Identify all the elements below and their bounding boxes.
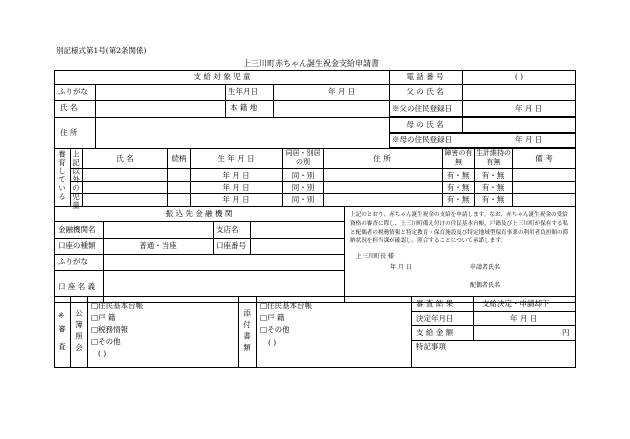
declaration-text: 上記のとおり、赤ちゃん誕生祝金の支給を申請します。なお、赤ちゃん誕生祝金の受給資格の審査に際し、上三川町備え付けの住民基本台帳、戸籍及び上三川町が保有する私と配偶者の税務情報と特定教育・保育施設及び特定地域型保育事業の利用者負担額の滞納状況を担当課が確認し、照合することについて承諾します。	[350, 212, 569, 245]
siblings-col-disability: 障害の有無	[444, 149, 473, 166]
public-item-family-register[interactable]: □戸 籍	[91, 313, 116, 322]
special-notes-label: 特記事項	[416, 342, 446, 351]
siblings-col-support: 生計維持の有無	[476, 149, 511, 166]
siblings-col-birthdate: 生 年 月 日	[217, 154, 255, 163]
father-name-label: 父 の 氏 名	[406, 87, 444, 96]
attach-item-resident[interactable]: □住民基本台帳	[260, 301, 313, 310]
attach-item-other[interactable]: □その他	[260, 325, 290, 334]
account-number-label: 口座番号	[216, 241, 246, 250]
bank-name-field[interactable]	[104, 222, 212, 237]
attachments-label: 添付書類	[242, 309, 252, 355]
sibling-cohabit[interactable]: 同・別	[291, 195, 315, 204]
father-registration-label: ※父の住民登録日	[392, 104, 452, 113]
bank-name-label: 金融機関名	[58, 225, 96, 234]
sibling-cohabit[interactable]: 同・別	[291, 183, 315, 192]
child-birthdate-label: 生年月日	[228, 87, 258, 96]
siblings-side-label-b: 上記以外の児童	[71, 150, 81, 210]
office-mark: ※	[58, 311, 65, 320]
public-item-tax[interactable]: □税務情報	[91, 325, 129, 334]
public-item-other[interactable]: □その他	[91, 337, 121, 346]
mother-name-label: 母 の 氏 名	[406, 120, 444, 129]
declaration-addressee: 上三川町長 様	[356, 253, 394, 260]
public-item-resident[interactable]: □住民基本台帳	[91, 301, 144, 310]
branch-label: 支店名	[216, 225, 239, 234]
spouse-name-field[interactable]	[508, 280, 572, 290]
attach-other-paren[interactable]: ( )	[268, 338, 277, 347]
subject-child-header: 支 給 対 象 児 童	[193, 72, 251, 81]
sibling-support[interactable]: 有・無	[481, 195, 505, 204]
declaration-date[interactable]: 年 月 日	[390, 264, 412, 271]
mother-registration-label: ※母の住民登録日	[392, 135, 452, 144]
account-type-value[interactable]: 普通・当座	[139, 241, 177, 250]
sibling-cohabit[interactable]: 同・別	[291, 171, 315, 180]
mother-name-field[interactable]	[463, 118, 575, 132]
amount-unit: 円	[562, 328, 570, 337]
amount-label: 支 給 金 額	[416, 328, 454, 337]
sibling-support[interactable]: 有・無	[481, 171, 505, 180]
spouse-name-label: 配偶者氏名	[470, 282, 501, 289]
phone-parens: ( )	[514, 72, 524, 81]
special-notes-field[interactable]	[412, 352, 575, 367]
public-records-label: 公簿照会	[74, 309, 84, 355]
siblings-col-cohabit: 同居・別居の別	[285, 149, 321, 166]
applicant-name-field[interactable]	[508, 262, 572, 272]
applicant-name-label: 申請者氏名	[470, 264, 501, 271]
public-other-paren[interactable]: ( )	[98, 349, 107, 358]
account-number-field[interactable]	[251, 239, 343, 253]
siblings-col-remarks: 備 考	[535, 154, 553, 163]
sibling-birthdate[interactable]: 年 月 日	[222, 183, 250, 192]
decision-date-value[interactable]: 年 月 日	[510, 314, 538, 323]
form-title: 上三川町赤ちゃん誕生祝金支給申請書	[243, 59, 379, 68]
child-address-label: 住 所	[60, 128, 78, 137]
child-domicile-label: 本 籍 地	[230, 103, 258, 112]
mother-registration-date[interactable]: 年 月 日	[515, 135, 543, 144]
account-holder-label: 口 座 名 義	[58, 282, 96, 291]
sibling-disability[interactable]: 有・無	[446, 171, 470, 180]
bank-section-title: 振 込 先 金 融 機 関	[165, 209, 233, 218]
sibling-birthdate[interactable]: 年 月 日	[222, 195, 250, 204]
branch-field[interactable]	[251, 222, 343, 237]
father-registration-date[interactable]: 年 月 日	[515, 104, 543, 113]
sibling-disability[interactable]: 有・無	[446, 183, 470, 192]
review-result-value[interactable]: 支給決定・申請却下	[482, 299, 550, 308]
siblings-side-label-a: 養育している	[57, 150, 67, 201]
sibling-birthdate[interactable]: 年 月 日	[222, 171, 250, 180]
decision-date-label: 決定年月日	[416, 314, 454, 323]
phone-label: 電 話 番 号	[406, 72, 444, 81]
form-number: 別記様式第1号(第2条関係)	[56, 46, 147, 55]
father-name-field[interactable]	[463, 85, 575, 99]
child-domicile-field[interactable]	[274, 101, 388, 116]
holder-furigana-label: ふりがな	[58, 257, 88, 266]
child-name-label: 氏 名	[60, 103, 78, 112]
siblings-col-relation: 続柄	[171, 154, 187, 163]
office-review-mark: 審査	[57, 325, 67, 360]
child-name-field[interactable]	[96, 101, 224, 116]
child-furigana-label: ふりがな	[58, 87, 88, 96]
child-birthdate-value[interactable]: 年 月 日	[328, 87, 356, 96]
siblings-col-name: 氏 名	[116, 154, 134, 163]
sibling-disability[interactable]: 有・無	[446, 195, 470, 204]
child-address-field[interactable]	[96, 118, 388, 147]
child-furigana-field[interactable]	[96, 85, 224, 99]
siblings-col-address: 住 所	[373, 154, 391, 163]
holder-furigana-field[interactable]	[104, 255, 343, 269]
attach-item-family-register[interactable]: □戸 籍	[260, 313, 285, 322]
review-result-label: 審 査 結 果	[416, 299, 454, 308]
account-type-label: 口座の種類	[58, 241, 96, 250]
sibling-support[interactable]: 有・無	[481, 183, 505, 192]
